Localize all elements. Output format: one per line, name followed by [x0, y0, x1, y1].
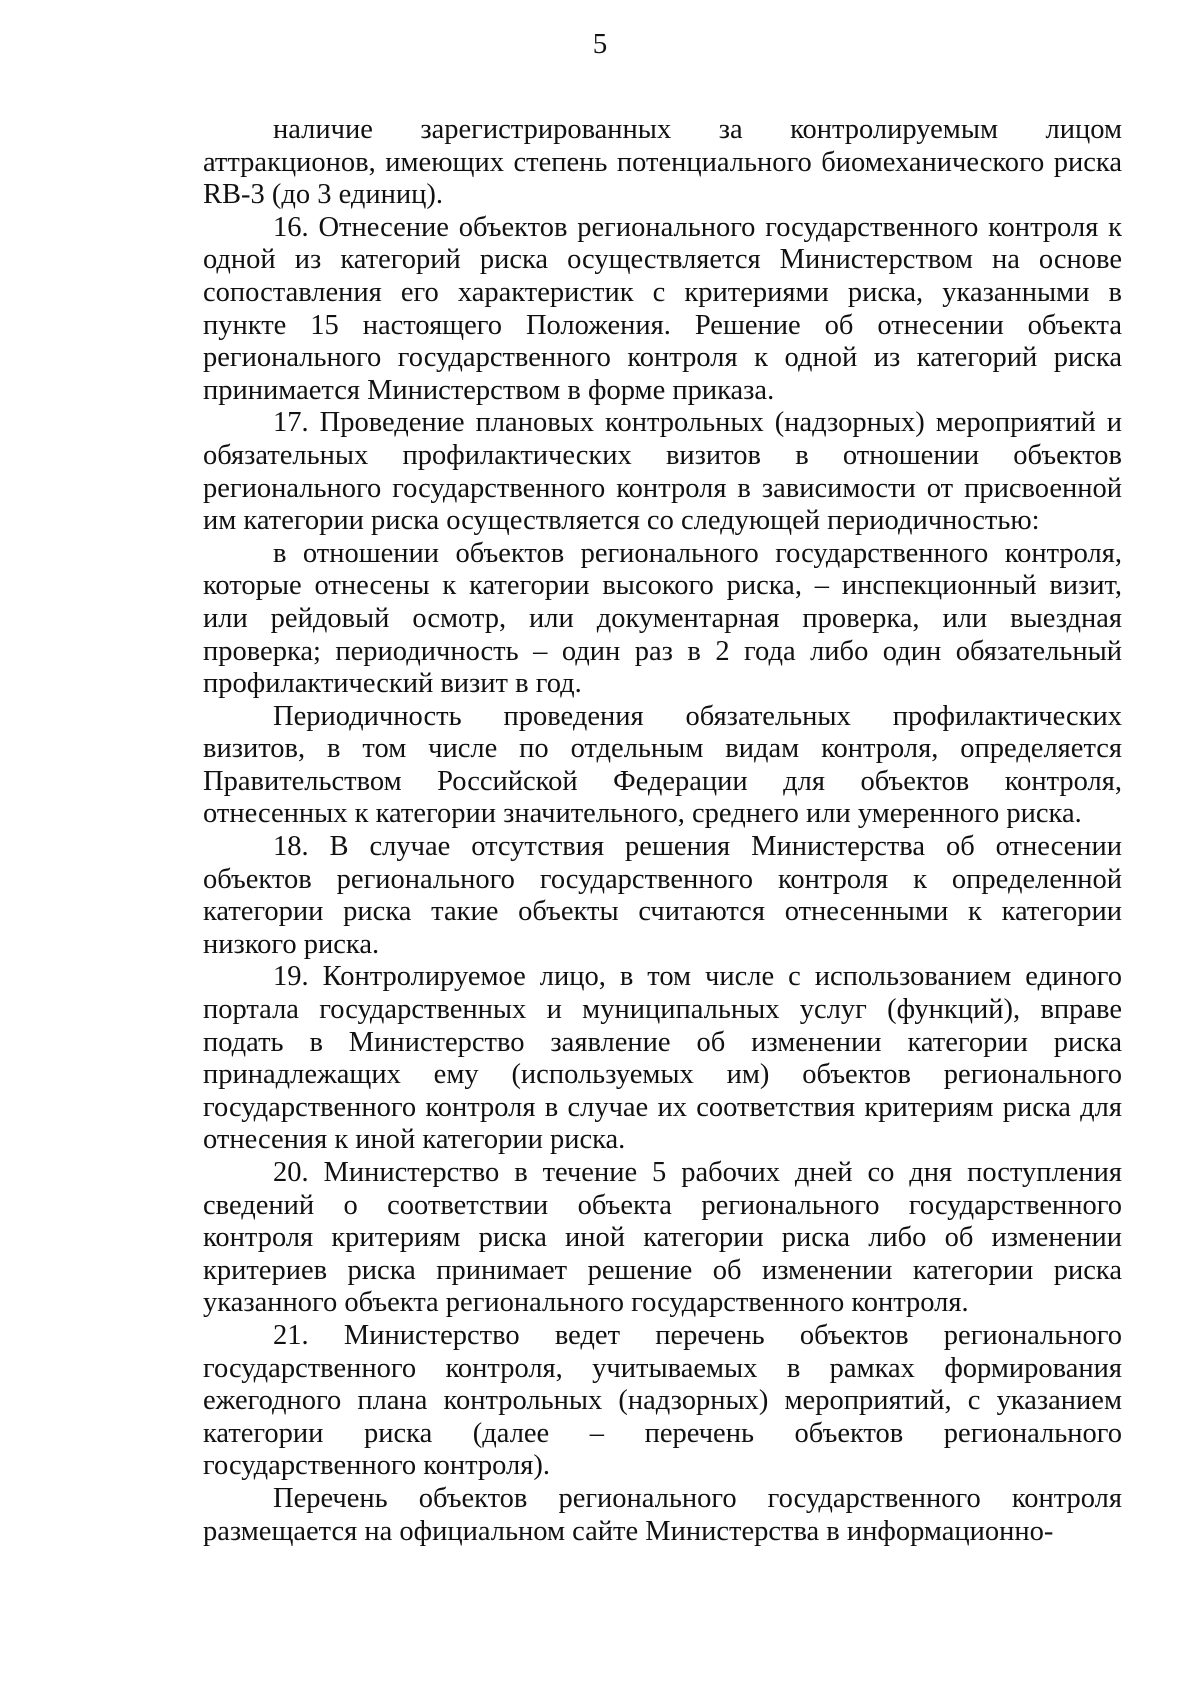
document-body — [203, 114, 1122, 1548]
paragraph-19: 19. Контролируемое лицо, в том числе с использованием единого портала государственных и муниципальных услуг (функций), вправе подать в Министерство заявление об изменении категории риска принадлежащих ему (используемых им) объектов регионального государственного контроля в случае их соответствия критериям риска для отнесения к иной категории риска. — [203, 961, 1122, 1156]
paragraph-21: 21. Министерство ведет перечень объектов регионального государственного контроля, учитываемых в рамках формирования ежегодного плана контрольных (надзорных) мероприятий, с указанием категории риска (далее – перечень объектов регионального государственного контроля). — [203, 1319, 1122, 1482]
paragraph-18: 18. В случае отсутствия решения Министерства об отнесении объектов регионального государственного контроля к определенной категории риска такие объекты считаются отнесенными к категории низкого риска. — [203, 831, 1122, 960]
paragraph-17: 17. Проведение плановых контрольных (надзорных) мероприятий и обязательных профилактических визитов в отношении объектов регионального государственного контроля в зависимости от присвоенной им категории риска осуществляется со следующей периодичностью: — [203, 407, 1122, 537]
paragraph-16: 16. Отнесение объектов регионального государственного контроля к одной из категорий риска осуществляется Министерством на основе сопоставления его характеристик с критериями риска, указанными в пункте 15 настоящего Положения. Решение об отнесении объекта регионального государственного контроля к одной из категорий риска принимается Министерством в форме приказа. — [203, 211, 1122, 406]
paragraph-high-risk-periodicity: в отношении объектов регионального государственного контроля, которые отнесены к категории высокого риска, – инспекционный визит, или рейдовый осмотр, или документарная проверка, или выездная проверка; периодичность – один раз в 2 года либо один обязательный профилактический визит в год. — [203, 537, 1122, 700]
paragraph-preventive-visits-periodicity: Периодичность проведения обязательных профилактических визитов, в том числе по отдельным видам контроля, определяется Правительством Российской Федерации для объектов контроля, отнесенных к категории значительного, среднего или умеренного риска. — [203, 700, 1122, 830]
paragraph-20: 20. Министерство в течение 5 рабочих дней со дня поступления сведений о соответствии объекта регионального государственного контроля критериям риска иной категории риска либо об изменении критериев риска принимает решение об изменении категории риска указанного объекта регионального государственного контроля. — [203, 1157, 1122, 1319]
paragraph-attractions-criterion: наличие зарегистрированных за контролируемым лицом аттракционов, имеющих степень потенциального биомеханического риска RB-3 (до 3 единиц). — [203, 114, 1122, 211]
paragraph-list-publication: Перечень объектов регионального государственного контроля размещается на официальном сайте Министерства в информационно- — [203, 1482, 1122, 1547]
page-number: 5 — [592, 28, 608, 60]
